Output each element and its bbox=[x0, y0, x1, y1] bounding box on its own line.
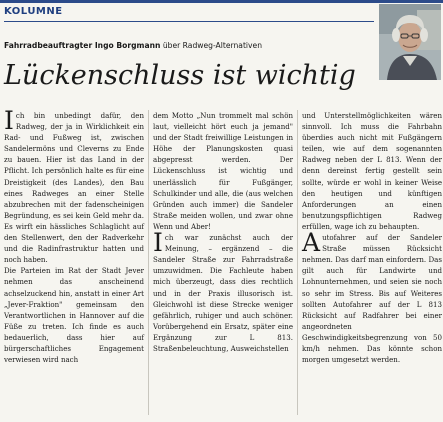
column-divider bbox=[148, 110, 149, 415]
kicker-divider bbox=[4, 21, 374, 22]
paragraph: Die Parteien im Rat der Stadt Jever nehmen das anscheinend achselzuckend hin, anstatt in einer Art „Jever-Fraktion" gemeinsam den Verantwortlichen in Hannover auf die Füße zu treten. Ich finde es auch bedauerlich, dass hier auf bürgerschaftliches Engagement verwiesen wird nach bbox=[4, 266, 144, 365]
column-divider bbox=[297, 110, 298, 415]
byline-topic: über Radweg-Alternativen bbox=[160, 41, 263, 50]
byline-author: Fahrradbeauftragter Ingo Borgmann bbox=[4, 41, 161, 50]
dropcap: A bbox=[302, 228, 321, 258]
dropcap: I bbox=[4, 106, 14, 135]
rubric-bar bbox=[0, 0, 443, 3]
paragraph: und Unterstellmöglichkeiten wären sinnvoll. Ich muss die Fahrbahn überdies auch nicht mit Fußgängern teilen, wie auf dem sogenannten Radweg neben der L 813. Wenn der denn dereinst fertig gestellt sein sollte, würde er wohl in keiner Weise den heutigen und künftigen Anforderungen an einen benutzungspflichtigen Radweg erfüllen, wage ich zu behaupten. bbox=[302, 111, 442, 231]
dropcap: I bbox=[153, 228, 163, 258]
author-photo bbox=[379, 4, 441, 80]
text-column-1 bbox=[4, 106, 144, 365]
text-column-2 bbox=[153, 110, 293, 354]
text-column-3 bbox=[302, 110, 442, 365]
author-photo-image bbox=[379, 4, 441, 80]
paragraph: utofahrer auf der Sandeler Straße müssen Rücksicht nehmen. Das darf man einfordern. Das gilt auch für Landwirte und Lohnunternehmen, und seien sie noch so sehr im Stress. Bis auf Weiteres sollten Autofahrer auf der L 813 Rücksicht auf Radfahrer bei einer angeordneten Geschwindigkeitsbegrenzung von 50 km/h nehmen. Das könnte schon morgen umgesetzt werden. bbox=[302, 233, 442, 365]
byline bbox=[4, 41, 364, 50]
kicker-label: KOLUMNE bbox=[4, 6, 63, 17]
paragraph: dem Motto „Nun trommelt mal schön laut, vielleicht hört euch ja jemand" und der Stadt freiwillige Leistungen in Höhe der Planungskosten quasi abgepresst werden. Der Lückenschluss ist wichtig und unerlässlich für Fußgänger, Schulkinder und alle, die (aus welchen Gründen auch immer) die Sandeler Straße meiden wollen, und zwar ohne Wenn und Aber! bbox=[153, 111, 293, 231]
paragraph: ch bin unbedingt dafür, den Radweg, der ja in Wirklichkeit ein Rad- und Fußweg ist, zwischen Sandelermöns und Cleverns zu Ende zu bauen. Hier ist das Land in der Pflicht. Ich persönlich halte es für eine Dreistigkeit (des Landes), den Bau eines Radweges an einer Stelle abzubrechen mit der fadenscheinigen Begründung, es sei kein Geld mehr da. Es wirft ein hässliches Schlaglicht auf den Stellenwert, den der Radverkehr und die Radinfrastruktur hatten und noch haben. bbox=[4, 111, 144, 265]
headline: Lückenschluss ist wichtig bbox=[4, 60, 356, 91]
paragraph: ch war zunächst auch der Meinung, – ergänzend – die Sandeler Straße zur Fahrradstraße umzuwidmen. Die Fachleute haben mich überzeugt, dass dies rechtlich und in der Praxis illusorisch ist. Gleichwohl ist diese Strecke weniger gefährlich, ruhiger und auch schöner. Vorübergehend ein Ersatz, später eine Ergänzung zur L 813. Straßenbeleuchtung, Ausweichstellen bbox=[153, 233, 293, 353]
